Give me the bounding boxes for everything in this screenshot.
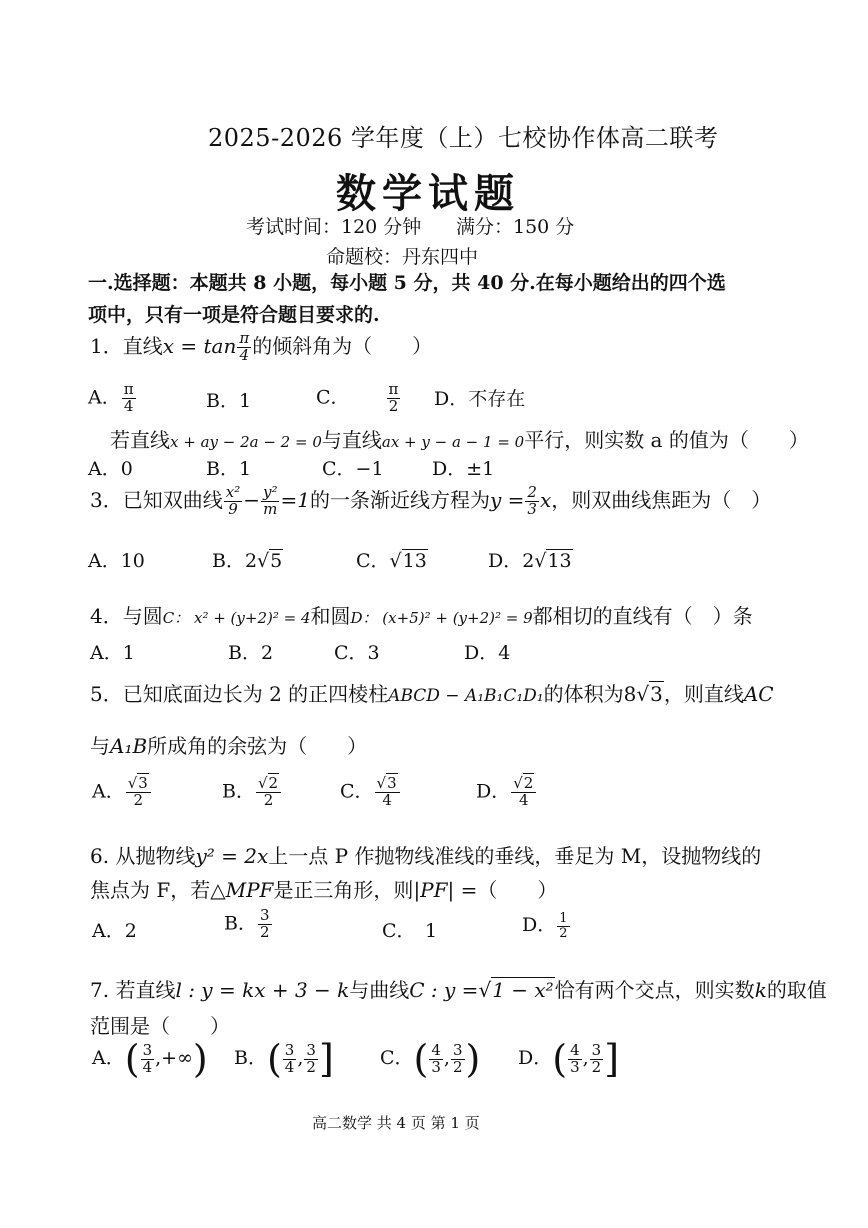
question-7-cont: 范围是（ ） <box>90 1014 230 1038</box>
q1-prefix: 1．直线 <box>90 334 163 358</box>
q7-option-d: D．( $\frac{4}{3}$ , $\frac{3}{2}$ ] <box>518 1037 620 1081</box>
setting-school: 命题校：丹东四中 <box>326 246 479 268</box>
question-2: 若直线x + ay − 2a − 2 = 0与直线ax + y − a − 1 = 0平行，则实数 a 的值为（ ） <box>110 428 809 452</box>
exam-title: 2025-2026 学年度（上）七校协作体高二联考 <box>208 124 719 152</box>
question-6: 6. 从抛物线y² = 2x上一点 P 作抛物线准线的垂线，垂足为 M，设抛物线的 <box>90 844 762 868</box>
question-5-cont: 与A₁B所成角的余弦为（ ） <box>90 734 368 758</box>
q4-option-b: B．2 <box>228 642 274 664</box>
q2-option-a: A．0 <box>88 458 133 480</box>
q1-option-b: B．1 <box>206 390 252 412</box>
q5-option-c: C． $\frac{√3}{4}$ <box>340 776 401 809</box>
q4-option-d: D．4 <box>464 642 511 664</box>
q7-option-b: B．( $\frac{3}{4}$ , $\frac{3}{2}$ ] <box>234 1037 334 1081</box>
exam-time: 考试时间：120 分钟 <box>246 216 422 238</box>
q1-equation: x = tan $\frac{\pi}{4}$ <box>162 329 250 364</box>
page-footer: 高二数学 共 4 页 第 1 页 <box>312 1114 480 1132</box>
q5-option-b: B． $\frac{√2}{2}$ <box>222 776 282 809</box>
q4-option-a: A．1 <box>90 642 135 664</box>
question-7: 7. 若直线l : y = kx + 3 − k与曲线C : y =√1 − x²恰有两个交点，则实数k的取值 <box>90 978 827 1002</box>
q6-option-a: A．2 <box>92 920 137 942</box>
q1-option-c: C． $\frac{\pi}{2}$ <box>316 380 399 415</box>
q5-option-d: D． $\frac{√2}{4}$ <box>476 776 537 809</box>
q1-option-a: A． $\frac{\pi}{4}$ <box>88 380 134 415</box>
section-heading: 一.选择题：本题共 8 小题，每小题 5 分，共 40 分.在每小题给出的四个选 <box>88 272 726 294</box>
q3-option-b: B．2√5 <box>212 550 283 572</box>
q6-option-d: D． $\frac{1}{2}$ <box>522 910 568 941</box>
subject-title: 数学试题 <box>336 170 520 217</box>
question-1 <box>90 330 432 364</box>
q2-option-b: B．1 <box>206 458 252 480</box>
question-5: 5．已知底面边长为 2 的正四棱柱ABCD − A₁B₁C₁D₁的体积为8√3，则直线AC <box>90 682 774 706</box>
q6-option-c: C． 1 <box>382 920 438 942</box>
q5-option-a: A． $\frac{√3}{2}$ <box>92 776 152 809</box>
section-heading-cont: 项中，只有一项是符合题目要求的. <box>88 304 380 326</box>
q3-option-d: D．2√13 <box>488 550 572 572</box>
question-3: 3．已知双曲线 $\frac{\text{x²}}{9}$ − $\frac{\text{y²}}{m}$ =1的一条渐近线方程为y = $\frac{2}{3}$ x，则双曲线焦距为（ ） <box>90 483 772 518</box>
q7-option-a: A．( $\frac{3}{4}$ ,+∞) <box>92 1037 208 1081</box>
q3-option-c: C．√13 <box>356 550 427 572</box>
q6-option-b: B． $\frac{3}{2}$ <box>224 906 270 941</box>
q3-option-a: A．10 <box>88 550 145 572</box>
question-6-cont: 焦点为 F，若△MPF是正三角形，则|PF| =（ ） <box>90 878 558 902</box>
q2-option-d: D．±1 <box>432 458 495 480</box>
q2-option-c: C．−1 <box>322 458 384 480</box>
q7-option-c: C．( $\frac{4}{3}$ , $\frac{3}{2}$ ) <box>380 1037 481 1081</box>
full-score: 满分：150 分 <box>456 216 575 238</box>
question-4: 4．与圆C： x² + (y+2)² = 4和圆D： (x+5)² + (y+2)² = 9都相切的直线有（ ）条 <box>90 604 753 628</box>
q4-option-c: C．3 <box>334 642 380 664</box>
q1-mid: 的倾斜角为（ ） <box>252 334 433 358</box>
q1-option-d: D．不存在 <box>434 388 526 410</box>
